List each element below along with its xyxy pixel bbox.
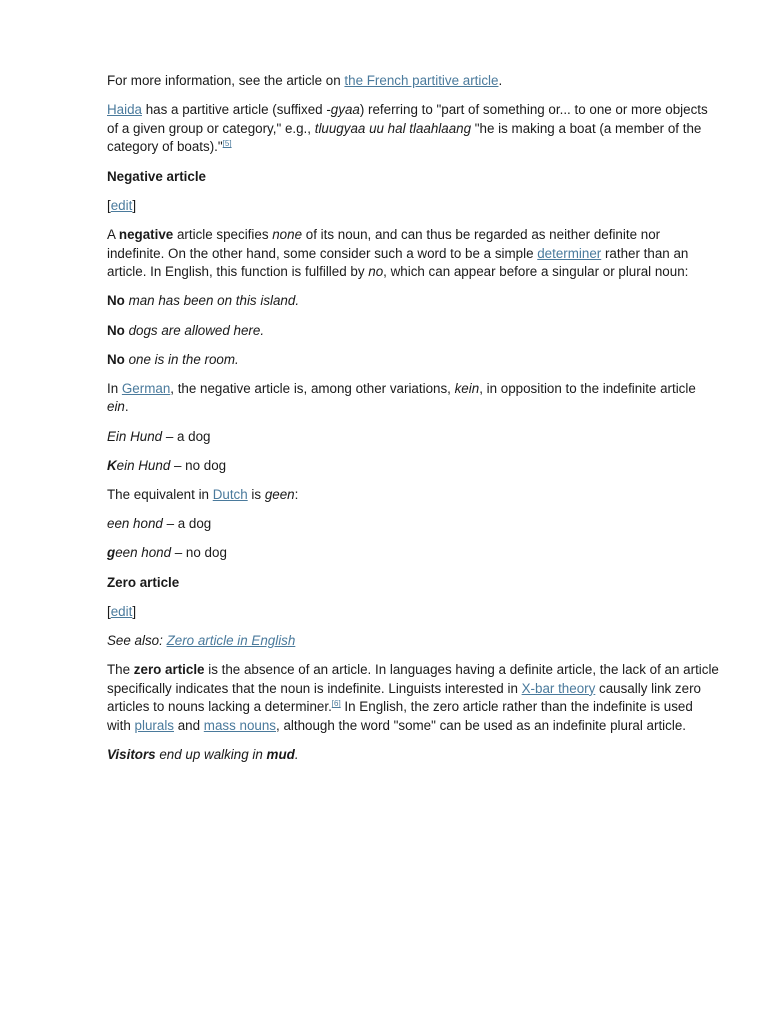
bracket: ] — [132, 603, 137, 619]
bracket: ] — [132, 197, 137, 213]
example-text: een hond — [115, 545, 172, 561]
intro-paragraph — [107, 72, 719, 91]
text: In — [107, 380, 122, 396]
dutch-example — [107, 544, 719, 563]
example-text: one is in the room. — [124, 351, 239, 367]
example-gloss: – no dog — [170, 457, 227, 473]
example-text: . — [294, 747, 299, 763]
example-emphasis: mud — [266, 747, 295, 763]
dutch-link[interactable]: Dutch — [212, 487, 248, 503]
haida-example: tluugyaa uu hal tlaahlaang — [314, 120, 472, 136]
text: . — [124, 399, 129, 415]
example-text: dogs are allowed here. — [124, 322, 265, 338]
text: The equivalent in — [107, 487, 213, 503]
example-text: ein Hund — [116, 457, 171, 473]
term-no: no — [368, 264, 384, 280]
citation-5-link[interactable]: [5] — [222, 139, 232, 149]
german-example — [107, 457, 719, 476]
example-text: een hond — [107, 516, 163, 532]
text: , in opposition to the indefinite article — [479, 380, 696, 396]
text: The — [107, 662, 134, 678]
example-emphasis: No — [107, 293, 125, 309]
bracket: [ — [107, 603, 111, 619]
example-emphasis: No — [107, 351, 125, 367]
term-none: none — [272, 226, 303, 242]
citation-6-link[interactable]: [6] — [331, 699, 341, 709]
text: , although the word "some" can be used as an indefinite plural article. — [276, 717, 686, 733]
german-paragraph — [107, 380, 719, 417]
term-negative: negative — [118, 226, 174, 242]
negative-article-heading: Negative article — [107, 168, 206, 184]
text: and — [174, 717, 204, 733]
haida-paragraph — [107, 101, 719, 157]
haida-text: has a partitive article (suffixed - — [142, 102, 331, 118]
dutch-example — [107, 515, 719, 534]
plurals-link[interactable]: plurals — [134, 717, 174, 733]
intro-text: For more information, see the article on — [107, 73, 345, 88]
example-text: man has been on this island. — [124, 293, 300, 309]
example-emphasis: g — [107, 545, 116, 561]
text: , which can appear before a singular or plural noun: — [383, 264, 689, 280]
example-sentence — [107, 292, 719, 311]
text: A — [107, 226, 119, 242]
edit-link[interactable]: edit — [110, 197, 133, 213]
haida-text: "he is making a boat (a member of the category of boats)." — [107, 120, 702, 155]
negative-definition-paragraph — [107, 226, 719, 282]
haida-suffix: gyaa — [330, 102, 360, 118]
example-gloss: – no dog — [171, 545, 227, 561]
negative-edit-section — [107, 197, 719, 216]
example-text: Ein Hund — [107, 428, 163, 444]
text: causally link zero articles to nouns lacking a determiner. — [107, 680, 701, 715]
example-gloss: – a dog — [162, 428, 211, 444]
german-link[interactable]: German — [121, 380, 171, 396]
x-bar-theory-link[interactable]: X-bar theory — [521, 680, 596, 696]
determiner-link[interactable]: determiner — [537, 245, 602, 261]
french-partitive-link[interactable]: the French partitive article — [344, 73, 499, 88]
example-emphasis: K — [107, 457, 117, 473]
zero-edit-section — [107, 603, 719, 622]
term-ein: ein — [107, 399, 125, 415]
term-kein: kein — [454, 380, 480, 396]
text: , the negative article is, among other variations, — [170, 380, 455, 396]
text: is — [247, 487, 265, 503]
example-emphasis: No — [107, 322, 125, 338]
text: In English, the zero article rather than the indefinite is used with — [107, 699, 693, 733]
text: article specifies — [173, 226, 273, 242]
article-body — [107, 72, 719, 775]
text: of its noun, and can thus be regarded as neither definite nor indefinite. On the other hand, some consider such a word to be a simple — [107, 226, 661, 261]
bracket: [ — [107, 197, 111, 213]
example-text: end up walking in — [155, 747, 267, 763]
zero-definition-paragraph — [107, 661, 719, 735]
zero-article-english-link[interactable]: Zero article in English — [166, 632, 296, 648]
intro-end: . — [498, 73, 503, 88]
see-also-note — [107, 632, 719, 651]
edit-link[interactable]: edit — [110, 603, 133, 619]
dutch-paragraph — [107, 486, 719, 505]
german-example — [107, 428, 719, 447]
text: : — [294, 487, 299, 503]
text: rather than an article. In English, this function is fulfilled by — [107, 245, 689, 280]
mass-nouns-link[interactable]: mass nouns — [203, 717, 276, 733]
example-emphasis: Visitors — [107, 747, 156, 763]
example-sentence — [107, 322, 719, 341]
example-sentence — [107, 351, 719, 370]
example-gloss: – a dog — [162, 516, 212, 532]
zero-example-sentence — [107, 746, 719, 765]
haida-text: ) referring to "part of something or... to one or more objects of a given group or category," e.g., — [107, 102, 708, 136]
zero-article-heading: Zero article — [107, 574, 180, 590]
see-also-label: See also: — [107, 632, 167, 648]
term-geen: geen — [264, 487, 295, 503]
term-zero-article: zero article — [133, 662, 205, 678]
haida-link[interactable]: Haida — [107, 102, 142, 118]
text: is the absence of an article. In languages having a definite article, the lack of an article specifically indicates that the noun is indefinite. Linguists interested in — [107, 662, 719, 696]
